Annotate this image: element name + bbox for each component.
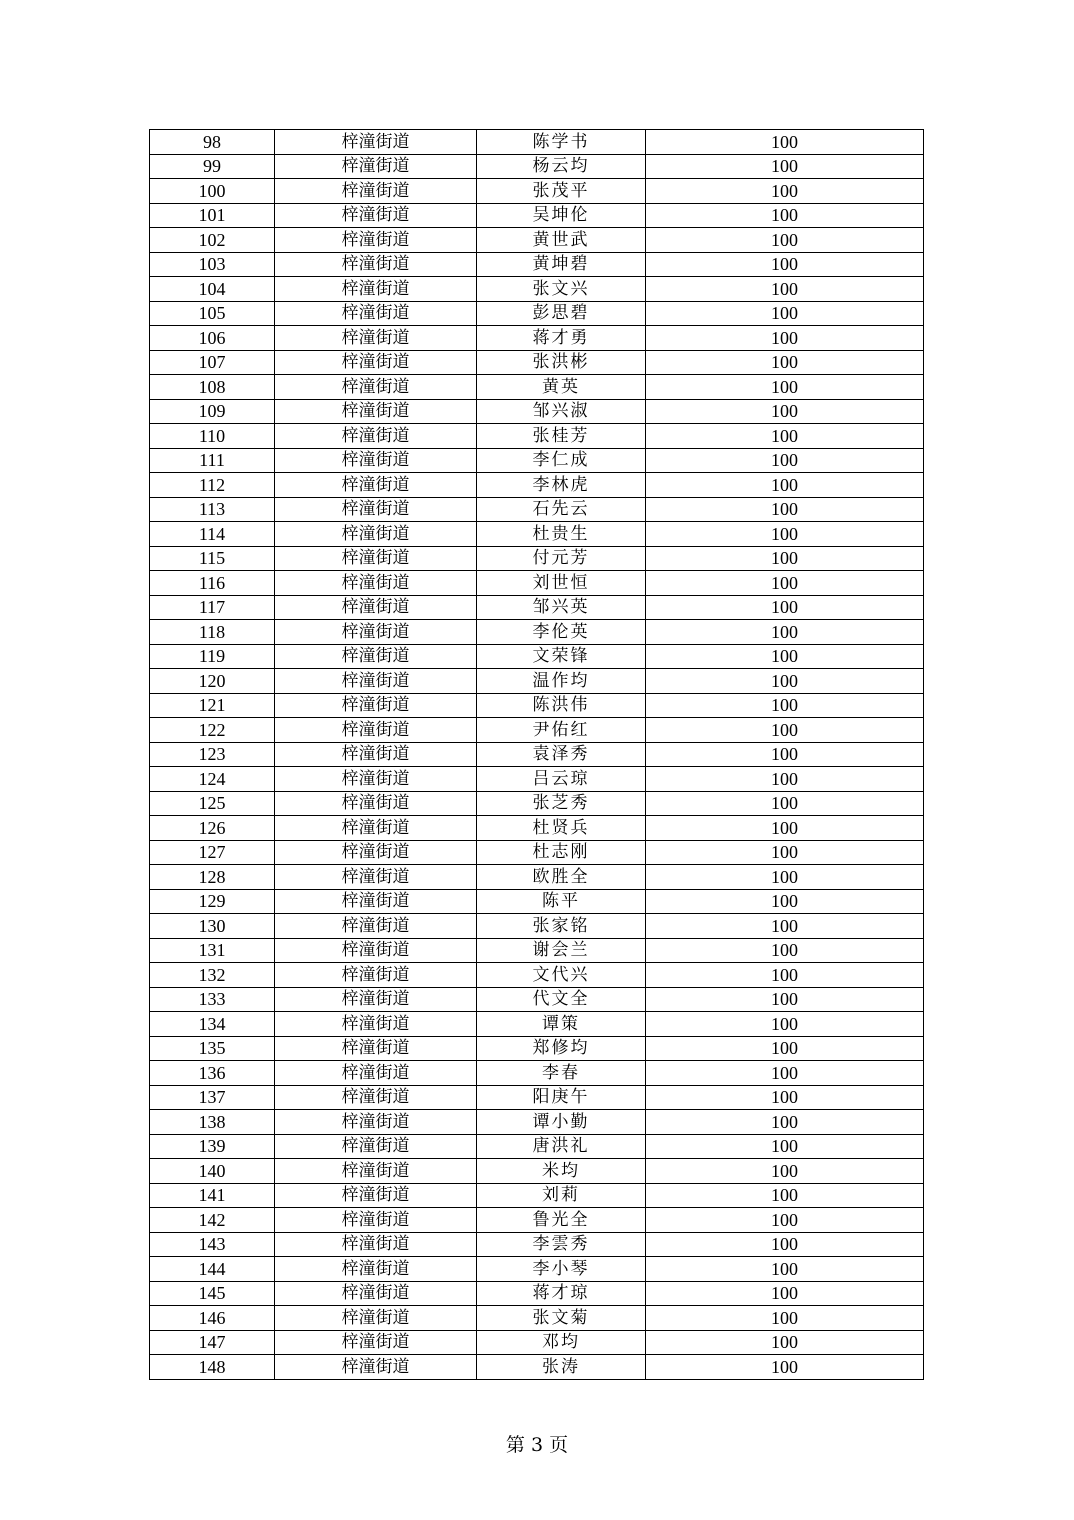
amount-cell: 100 xyxy=(646,522,924,547)
table-row xyxy=(150,1036,924,1061)
area-cell: 梓潼街道 xyxy=(275,1183,477,1208)
name-cell: 张芝秀 xyxy=(477,791,646,816)
name-cell: 杜贵生 xyxy=(477,522,646,547)
area-cell: 梓潼街道 xyxy=(275,350,477,375)
area-cell: 梓潼街道 xyxy=(275,424,477,449)
area-cell: 梓潼街道 xyxy=(275,889,477,914)
area-cell: 梓潼街道 xyxy=(275,252,477,277)
table-row xyxy=(150,1355,924,1380)
area-cell: 梓潼街道 xyxy=(275,154,477,179)
row-number-cell: 140 xyxy=(150,1159,275,1184)
row-number-cell: 144 xyxy=(150,1257,275,1282)
table-row xyxy=(150,669,924,694)
area-cell: 梓潼街道 xyxy=(275,1306,477,1331)
name-cell: 张家铭 xyxy=(477,914,646,939)
area-cell: 梓潼街道 xyxy=(275,228,477,253)
name-cell: 陈洪伟 xyxy=(477,693,646,718)
amount-cell: 100 xyxy=(646,1330,924,1355)
table-row xyxy=(150,840,924,865)
row-number-cell: 132 xyxy=(150,963,275,988)
amount-cell: 100 xyxy=(646,571,924,596)
amount-cell: 100 xyxy=(646,399,924,424)
table-row xyxy=(150,154,924,179)
amount-cell: 100 xyxy=(646,938,924,963)
amount-cell: 100 xyxy=(646,1208,924,1233)
amount-cell: 100 xyxy=(646,1306,924,1331)
row-number-cell: 128 xyxy=(150,865,275,890)
name-cell: 石先云 xyxy=(477,497,646,522)
area-cell: 梓潼街道 xyxy=(275,1159,477,1184)
row-number-cell: 138 xyxy=(150,1110,275,1135)
table-row xyxy=(150,1110,924,1135)
amount-cell: 100 xyxy=(646,228,924,253)
amount-cell: 100 xyxy=(646,154,924,179)
row-number-cell: 124 xyxy=(150,767,275,792)
amount-cell: 100 xyxy=(646,473,924,498)
area-cell: 梓潼街道 xyxy=(275,497,477,522)
name-cell: 张洪彬 xyxy=(477,350,646,375)
area-cell: 梓潼街道 xyxy=(275,546,477,571)
name-cell: 谢会兰 xyxy=(477,938,646,963)
area-cell: 梓潼街道 xyxy=(275,669,477,694)
amount-cell: 100 xyxy=(646,301,924,326)
row-number-cell: 137 xyxy=(150,1085,275,1110)
area-cell: 梓潼街道 xyxy=(275,1085,477,1110)
name-cell: 杜志刚 xyxy=(477,840,646,865)
name-cell: 鲁光全 xyxy=(477,1208,646,1233)
amount-cell: 100 xyxy=(646,546,924,571)
area-cell: 梓潼街道 xyxy=(275,938,477,963)
amount-cell: 100 xyxy=(646,914,924,939)
amount-cell: 100 xyxy=(646,130,924,155)
name-cell: 张文菊 xyxy=(477,1306,646,1331)
name-cell: 李春 xyxy=(477,1061,646,1086)
amount-cell: 100 xyxy=(646,1232,924,1257)
row-number-cell: 109 xyxy=(150,399,275,424)
row-number-cell: 146 xyxy=(150,1306,275,1331)
area-cell: 梓潼街道 xyxy=(275,399,477,424)
area-cell: 梓潼街道 xyxy=(275,375,477,400)
table-row xyxy=(150,448,924,473)
amount-cell: 100 xyxy=(646,840,924,865)
amount-cell: 100 xyxy=(646,375,924,400)
area-cell: 梓潼街道 xyxy=(275,963,477,988)
table-row xyxy=(150,571,924,596)
row-number-cell: 119 xyxy=(150,644,275,669)
table-row xyxy=(150,816,924,841)
amount-cell: 100 xyxy=(646,595,924,620)
amount-cell: 100 xyxy=(646,424,924,449)
area-cell: 梓潼街道 xyxy=(275,767,477,792)
name-cell: 张桂芳 xyxy=(477,424,646,449)
amount-cell: 100 xyxy=(646,179,924,204)
amount-cell: 100 xyxy=(646,1134,924,1159)
row-number-cell: 121 xyxy=(150,693,275,718)
area-cell: 梓潼街道 xyxy=(275,840,477,865)
row-number-cell: 117 xyxy=(150,595,275,620)
amount-cell: 100 xyxy=(646,203,924,228)
area-cell: 梓潼街道 xyxy=(275,1257,477,1282)
table-row xyxy=(150,1183,924,1208)
name-cell: 文荣锋 xyxy=(477,644,646,669)
area-cell: 梓潼街道 xyxy=(275,1330,477,1355)
area-cell: 梓潼街道 xyxy=(275,644,477,669)
table-row xyxy=(150,1159,924,1184)
table-row xyxy=(150,130,924,155)
row-number-cell: 105 xyxy=(150,301,275,326)
amount-cell: 100 xyxy=(646,620,924,645)
amount-cell: 100 xyxy=(646,448,924,473)
name-cell: 刘世恒 xyxy=(477,571,646,596)
row-number-cell: 130 xyxy=(150,914,275,939)
table-row xyxy=(150,252,924,277)
amount-cell: 100 xyxy=(646,1085,924,1110)
amount-cell: 100 xyxy=(646,1355,924,1380)
area-cell: 梓潼街道 xyxy=(275,595,477,620)
row-number-cell: 129 xyxy=(150,889,275,914)
row-number-cell: 98 xyxy=(150,130,275,155)
area-cell: 梓潼街道 xyxy=(275,791,477,816)
name-cell: 郑修均 xyxy=(477,1036,646,1061)
row-number-cell: 141 xyxy=(150,1183,275,1208)
area-cell: 梓潼街道 xyxy=(275,620,477,645)
row-number-cell: 115 xyxy=(150,546,275,571)
name-cell: 付元芳 xyxy=(477,546,646,571)
amount-cell: 100 xyxy=(646,1061,924,1086)
area-cell: 梓潼街道 xyxy=(275,1061,477,1086)
table-row xyxy=(150,1134,924,1159)
table-row xyxy=(150,1061,924,1086)
table-row xyxy=(150,326,924,351)
area-cell: 梓潼街道 xyxy=(275,742,477,767)
row-number-cell: 108 xyxy=(150,375,275,400)
row-number-cell: 101 xyxy=(150,203,275,228)
recipient-table xyxy=(149,129,924,1380)
name-cell: 蒋才琼 xyxy=(477,1281,646,1306)
amount-cell: 100 xyxy=(646,718,924,743)
table-row xyxy=(150,620,924,645)
name-cell: 邹兴淑 xyxy=(477,399,646,424)
name-cell: 蒋才勇 xyxy=(477,326,646,351)
name-cell: 阳庚午 xyxy=(477,1085,646,1110)
table-row xyxy=(150,1330,924,1355)
row-number-cell: 142 xyxy=(150,1208,275,1233)
name-cell: 张涛 xyxy=(477,1355,646,1380)
row-number-cell: 100 xyxy=(150,179,275,204)
name-cell: 张文兴 xyxy=(477,277,646,302)
table-row xyxy=(150,1306,924,1331)
row-number-cell: 114 xyxy=(150,522,275,547)
amount-cell: 100 xyxy=(646,1110,924,1135)
table-row xyxy=(150,963,924,988)
name-cell: 袁泽秀 xyxy=(477,742,646,767)
area-cell: 梓潼街道 xyxy=(275,1110,477,1135)
amount-cell: 100 xyxy=(646,1183,924,1208)
amount-cell: 100 xyxy=(646,350,924,375)
amount-cell: 100 xyxy=(646,644,924,669)
row-number-cell: 120 xyxy=(150,669,275,694)
table-row xyxy=(150,399,924,424)
name-cell: 杜贤兵 xyxy=(477,816,646,841)
area-cell: 梓潼街道 xyxy=(275,1134,477,1159)
amount-cell: 100 xyxy=(646,742,924,767)
row-number-cell: 122 xyxy=(150,718,275,743)
amount-cell: 100 xyxy=(646,865,924,890)
table-row xyxy=(150,522,924,547)
table-row xyxy=(150,693,924,718)
name-cell: 邓均 xyxy=(477,1330,646,1355)
row-number-cell: 131 xyxy=(150,938,275,963)
table-row xyxy=(150,1281,924,1306)
area-cell: 梓潼街道 xyxy=(275,179,477,204)
amount-cell: 100 xyxy=(646,693,924,718)
table-row xyxy=(150,497,924,522)
area-cell: 梓潼街道 xyxy=(275,816,477,841)
name-cell: 彭思碧 xyxy=(477,301,646,326)
name-cell: 李林虎 xyxy=(477,473,646,498)
table-row xyxy=(150,375,924,400)
amount-cell: 100 xyxy=(646,1257,924,1282)
name-cell: 欧胜全 xyxy=(477,865,646,890)
table-body xyxy=(150,130,924,1380)
area-cell: 梓潼街道 xyxy=(275,987,477,1012)
name-cell: 黄世武 xyxy=(477,228,646,253)
row-number-cell: 111 xyxy=(150,448,275,473)
table-row xyxy=(150,203,924,228)
amount-cell: 100 xyxy=(646,987,924,1012)
table-row xyxy=(150,742,924,767)
table-row xyxy=(150,791,924,816)
row-number-cell: 134 xyxy=(150,1012,275,1037)
row-number-cell: 99 xyxy=(150,154,275,179)
name-cell: 杨云均 xyxy=(477,154,646,179)
table-row xyxy=(150,228,924,253)
table-row xyxy=(150,718,924,743)
area-cell: 梓潼街道 xyxy=(275,914,477,939)
name-cell: 代文全 xyxy=(477,987,646,1012)
table-row xyxy=(150,1232,924,1257)
row-number-cell: 127 xyxy=(150,840,275,865)
amount-cell: 100 xyxy=(646,669,924,694)
amount-cell: 100 xyxy=(646,326,924,351)
area-cell: 梓潼街道 xyxy=(275,448,477,473)
area-cell: 梓潼街道 xyxy=(275,326,477,351)
name-cell: 陈平 xyxy=(477,889,646,914)
name-cell: 邹兴英 xyxy=(477,595,646,620)
name-cell: 谭小勤 xyxy=(477,1110,646,1135)
table-row xyxy=(150,914,924,939)
row-number-cell: 147 xyxy=(150,1330,275,1355)
row-number-cell: 103 xyxy=(150,252,275,277)
table-row xyxy=(150,889,924,914)
row-number-cell: 126 xyxy=(150,816,275,841)
table-row xyxy=(150,1085,924,1110)
row-number-cell: 145 xyxy=(150,1281,275,1306)
table-row xyxy=(150,644,924,669)
amount-cell: 100 xyxy=(646,1036,924,1061)
area-cell: 梓潼街道 xyxy=(275,301,477,326)
row-number-cell: 113 xyxy=(150,497,275,522)
row-number-cell: 135 xyxy=(150,1036,275,1061)
name-cell: 黄英 xyxy=(477,375,646,400)
row-number-cell: 110 xyxy=(150,424,275,449)
row-number-cell: 133 xyxy=(150,987,275,1012)
table-row xyxy=(150,546,924,571)
amount-cell: 100 xyxy=(646,767,924,792)
name-cell: 李小琴 xyxy=(477,1257,646,1282)
table-row xyxy=(150,350,924,375)
area-cell: 梓潼街道 xyxy=(275,1232,477,1257)
amount-cell: 100 xyxy=(646,889,924,914)
name-cell: 尹佑红 xyxy=(477,718,646,743)
page-number: 第 3 页 xyxy=(505,1434,569,1456)
area-cell: 梓潼街道 xyxy=(275,1208,477,1233)
table-row xyxy=(150,277,924,302)
table-row xyxy=(150,424,924,449)
row-number-cell: 116 xyxy=(150,571,275,596)
amount-cell: 100 xyxy=(646,816,924,841)
table-row xyxy=(150,1257,924,1282)
row-number-cell: 106 xyxy=(150,326,275,351)
row-number-cell: 148 xyxy=(150,1355,275,1380)
name-cell: 李雲秀 xyxy=(477,1232,646,1257)
amount-cell: 100 xyxy=(646,277,924,302)
row-number-cell: 112 xyxy=(150,473,275,498)
area-cell: 梓潼街道 xyxy=(275,1355,477,1380)
area-cell: 梓潼街道 xyxy=(275,718,477,743)
area-cell: 梓潼街道 xyxy=(275,1281,477,1306)
row-number-cell: 139 xyxy=(150,1134,275,1159)
area-cell: 梓潼街道 xyxy=(275,203,477,228)
name-cell: 吕云琼 xyxy=(477,767,646,792)
row-number-cell: 125 xyxy=(150,791,275,816)
row-number-cell: 118 xyxy=(150,620,275,645)
area-cell: 梓潼街道 xyxy=(275,277,477,302)
area-cell: 梓潼街道 xyxy=(275,865,477,890)
area-cell: 梓潼街道 xyxy=(275,130,477,155)
table-row xyxy=(150,1012,924,1037)
name-cell: 李仁成 xyxy=(477,448,646,473)
row-number-cell: 107 xyxy=(150,350,275,375)
table-row xyxy=(150,865,924,890)
row-number-cell: 143 xyxy=(150,1232,275,1257)
amount-cell: 100 xyxy=(646,252,924,277)
table-row xyxy=(150,767,924,792)
amount-cell: 100 xyxy=(646,1159,924,1184)
name-cell: 刘莉 xyxy=(477,1183,646,1208)
row-number-cell: 102 xyxy=(150,228,275,253)
amount-cell: 100 xyxy=(646,791,924,816)
name-cell: 张茂平 xyxy=(477,179,646,204)
name-cell: 温作均 xyxy=(477,669,646,694)
table-row xyxy=(150,595,924,620)
area-cell: 梓潼街道 xyxy=(275,473,477,498)
amount-cell: 100 xyxy=(646,497,924,522)
table-row xyxy=(150,473,924,498)
row-number-cell: 136 xyxy=(150,1061,275,1086)
name-cell: 唐洪礼 xyxy=(477,1134,646,1159)
area-cell: 梓潼街道 xyxy=(275,522,477,547)
name-cell: 吴坤伦 xyxy=(477,203,646,228)
name-cell: 米均 xyxy=(477,1159,646,1184)
name-cell: 陈学书 xyxy=(477,130,646,155)
area-cell: 梓潼街道 xyxy=(275,1012,477,1037)
name-cell: 文代兴 xyxy=(477,963,646,988)
row-number-cell: 104 xyxy=(150,277,275,302)
area-cell: 梓潼街道 xyxy=(275,693,477,718)
amount-cell: 100 xyxy=(646,1012,924,1037)
name-cell: 黄坤碧 xyxy=(477,252,646,277)
amount-cell: 100 xyxy=(646,963,924,988)
table-row xyxy=(150,938,924,963)
area-cell: 梓潼街道 xyxy=(275,1036,477,1061)
table-row xyxy=(150,179,924,204)
area-cell: 梓潼街道 xyxy=(275,571,477,596)
row-number-cell: 123 xyxy=(150,742,275,767)
table-row xyxy=(150,1208,924,1233)
table-row xyxy=(150,987,924,1012)
name-cell: 谭策 xyxy=(477,1012,646,1037)
amount-cell: 100 xyxy=(646,1281,924,1306)
table-row xyxy=(150,301,924,326)
name-cell: 李伦英 xyxy=(477,620,646,645)
